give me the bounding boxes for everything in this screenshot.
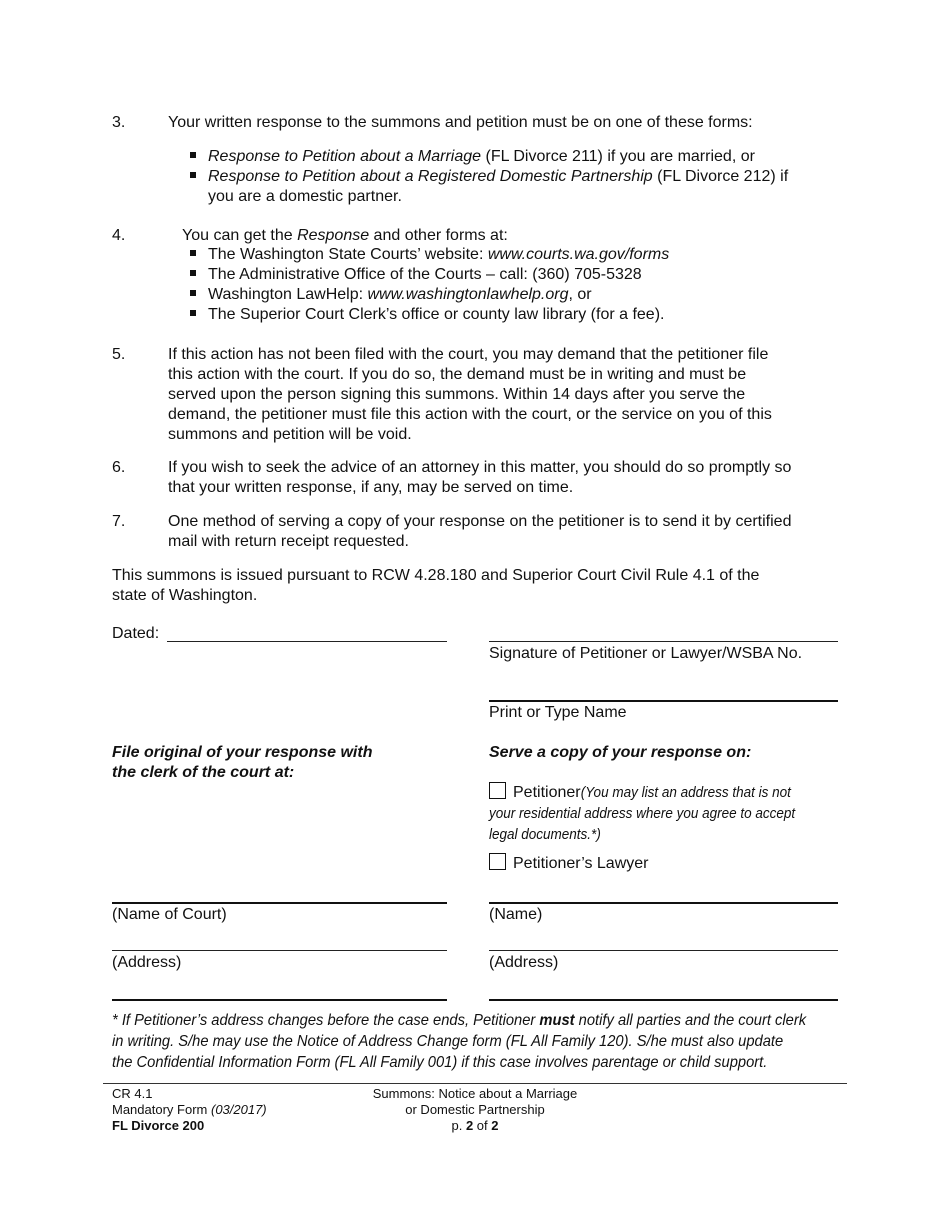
serve-address-label: (Address) <box>489 954 559 971</box>
item-4-bullet-3: Washington LawHelp: www.washingtonlawhelp.org, or <box>190 285 592 305</box>
bullet-square-icon <box>190 152 196 158</box>
serve-address-line[interactable] <box>489 950 838 951</box>
footer-form-id: FL Divorce 200 <box>112 1118 205 1133</box>
item-7-number: 7. <box>112 513 126 530</box>
file-original-heading: File original of your response with the clerk of the court at: <box>112 744 373 781</box>
serve-address-line-2[interactable] <box>489 999 838 1001</box>
footer-left <box>112 1086 267 1134</box>
courts-website-link: www.courts.wa.gov/forms <box>487 246 670 263</box>
signature-label: Signature of Petitioner or Lawyer/WSBA No. <box>489 645 803 662</box>
item-3-number: 3. <box>112 114 126 131</box>
footer-page-number: p. 2 of 2 <box>451 1118 499 1133</box>
footer-center <box>340 1086 610 1134</box>
petitioner-option[interactable]: Petitioner <box>489 782 581 803</box>
footer-rule <box>103 1083 847 1084</box>
item-5-text: If this action has not been filed with the court, you may demand that the petitioner file this action with the court. If you do so, the demand must be in writing and must be served upon the person signing this summons. Within 14 days after you serve the demand, the petitioner must file this action with the court, or the service on you of this summons and petition will be void. <box>168 346 772 443</box>
item-4-number: 4. <box>112 227 126 244</box>
lawhelp-website-link: www.washingtonlawhelp.org <box>367 286 569 303</box>
footer-title-2: or Domestic Partnership <box>405 1102 545 1117</box>
item-5-number: 5. <box>112 346 126 363</box>
address-change-note: * If Petitioner’s address changes before the case ends, Petitioner must notify all parties and the court clerk in writing. S/he may use the Notice of Address Change form (FL All Family 120). S/he must also update the Confidential Information Form (FL All Family 001) if this case involves parentage or child support. <box>112 1012 807 1071</box>
court-address-line-2[interactable] <box>112 999 447 1001</box>
court-address-line[interactable] <box>112 950 447 951</box>
petitioners-lawyer-option[interactable]: Petitioner’s Lawyer <box>489 853 648 874</box>
bullet-square-icon <box>190 172 196 178</box>
footer-mandatory: Mandatory Form (03/2017) <box>112 1102 267 1117</box>
footer-court-rule: CR 4.1 <box>112 1086 153 1101</box>
item-3-bullet-2: Response to Petition about a Registered Domestic Partnership (FL Divorce 212) if you are a domestic partner. <box>190 167 788 207</box>
item-4-text: You can get the Response and other forms at: <box>182 227 508 244</box>
lawyer-checkbox[interactable] <box>489 853 506 870</box>
item-4-bullet-4: The Superior Court Clerk’s office or county law library (for a fee). <box>190 305 664 325</box>
item-7-text: One method of serving a copy of your response on the petitioner is to send it by certified mail with return receipt requested. <box>168 513 792 550</box>
bullet-square-icon <box>190 310 196 316</box>
bullet-square-icon <box>190 290 196 296</box>
court-name-line[interactable] <box>112 902 447 904</box>
signature-line[interactable] <box>489 641 838 642</box>
dated-label: Dated: <box>112 625 160 642</box>
court-name-label: (Name of Court) <box>112 906 227 923</box>
item-4-bullet-2: The Administrative Office of the Courts – call: (360) 705-5328 <box>190 265 642 285</box>
item-3-text: Your written response to the summons and petition must be on one of these forms: <box>168 114 753 131</box>
item-6-number: 6. <box>112 459 126 476</box>
petitioner-note: (You may list an address that is not your residential address where you agree to accept legal documents.*) <box>489 784 796 843</box>
print-name-line[interactable] <box>489 700 838 702</box>
issued-statement: This summons is issued pursuant to RCW 4.28.180 and Superior Court Civil Rule 4.1 of the state of Washington. <box>112 567 760 604</box>
court-address-label: (Address) <box>112 954 182 971</box>
serve-name-line[interactable] <box>489 902 838 904</box>
item-6-text: If you wish to seek the advice of an attorney in this matter, you should do so promptly so that your written response, if any, may be served on time. <box>168 459 792 496</box>
item-4-bullet-1: The Washington State Courts’ website: www.courts.wa.gov/forms <box>190 245 669 265</box>
item-3-bullet-1: Response to Petition about a Marriage (FL Divorce 211) if you are married, or <box>190 147 755 167</box>
bullet-square-icon <box>190 250 196 256</box>
footer-title-1: Summons: Notice about a Marriage <box>372 1086 578 1101</box>
serve-name-label: (Name) <box>489 906 543 923</box>
serve-heading: Serve a copy of your response on: <box>489 744 752 761</box>
dated-line[interactable] <box>167 641 447 642</box>
print-name-label: Print or Type Name <box>489 704 627 721</box>
bullet-square-icon <box>190 270 196 276</box>
